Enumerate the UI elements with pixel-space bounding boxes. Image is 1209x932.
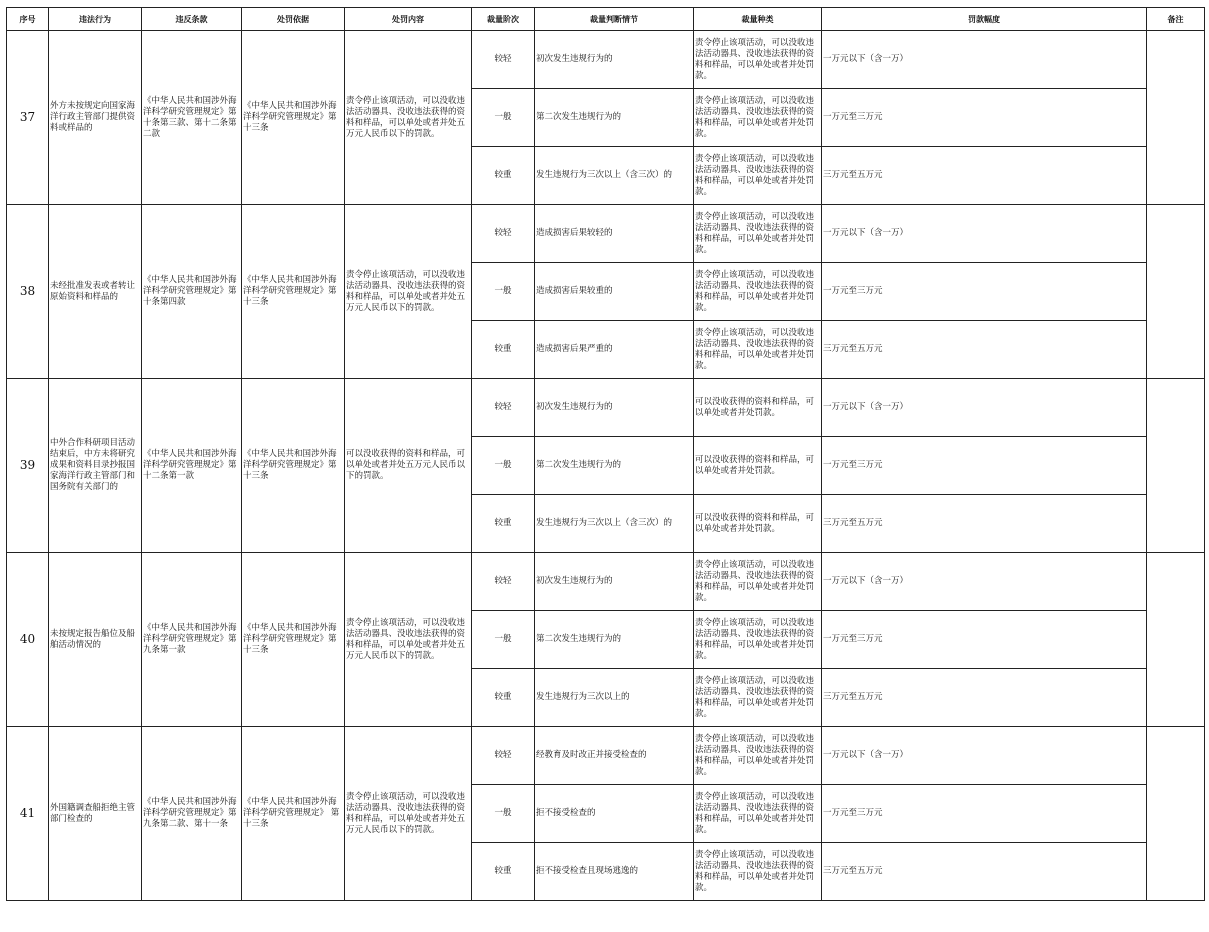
content-cell: 责令停止该项活动，可以没收违法活动器具、没收违法获得的资料和样品，可以单处或者并处五万元人民币以下的罚款。 bbox=[345, 553, 472, 727]
type-cell: 责令停止该项活动，可以没收违法活动器具、没收违法获得的资料和样品，可以单处或者并处罚款。 bbox=[694, 785, 822, 843]
note-cell bbox=[1147, 31, 1205, 205]
fine-cell: 一万元至三万元 bbox=[822, 785, 1147, 843]
circumstance-cell: 拒不接受检查且现场逃逸的 bbox=[535, 843, 694, 901]
level-cell: 较轻 bbox=[472, 553, 535, 611]
fine-cell: 三万元至五万元 bbox=[822, 321, 1147, 379]
circumstance-cell: 造成损害后果严重的 bbox=[535, 321, 694, 379]
note-cell bbox=[1147, 379, 1205, 553]
circumstance-cell: 第二次发生违规行为的 bbox=[535, 611, 694, 669]
level-cell: 较重 bbox=[472, 669, 535, 727]
level-cell: 较轻 bbox=[472, 379, 535, 437]
header-fine: 罚款幅度 bbox=[822, 8, 1147, 31]
circumstance-cell: 发生违规行为三次以上（含三次）的 bbox=[535, 147, 694, 205]
basis-cell: 《中华人民共和国涉外海洋科学研究管理规定》第十三条 bbox=[242, 553, 345, 727]
circumstance-cell: 造成损害后果较轻的 bbox=[535, 205, 694, 263]
header-note: 备注 bbox=[1147, 8, 1205, 31]
behavior-cell: 外国籍调查船拒绝主管部门检查的 bbox=[49, 727, 142, 901]
basis-cell: 《中华人民共和国涉外海洋科学研究管理规定》第十三条 bbox=[242, 31, 345, 205]
type-cell: 可以没收获得的资料和样品，可以单处或者并处罚款。 bbox=[694, 437, 822, 495]
circumstance-cell: 发生违规行为三次以上的 bbox=[535, 669, 694, 727]
level-cell: 一般 bbox=[472, 89, 535, 147]
basis-cell: 《中华人民共和国涉外海洋科学研究管理规定》第十三条 bbox=[242, 205, 345, 379]
fine-cell: 一万元至三万元 bbox=[822, 611, 1147, 669]
fine-cell: 三万元至五万元 bbox=[822, 495, 1147, 553]
header-behavior: 违法行为 bbox=[49, 8, 142, 31]
behavior-cell: 未经批准发表或者转让原始资料和样品的 bbox=[49, 205, 142, 379]
header-level: 裁量阶次 bbox=[472, 8, 535, 31]
circumstance-cell: 初次发生违规行为的 bbox=[535, 31, 694, 89]
level-cell: 一般 bbox=[472, 263, 535, 321]
type-cell: 责令停止该项活动，可以没收违法活动器具、没收违法获得的资料和样品，可以单处或者并处罚款。 bbox=[694, 553, 822, 611]
behavior-cell: 未按规定报告船位及船舶活动情况的 bbox=[49, 553, 142, 727]
level-cell: 较轻 bbox=[472, 205, 535, 263]
content-cell: 责令停止该项活动，可以没收违法活动器具、没收违法获得的资料和样品，可以单处或者并处五万元人民币以下的罚款。 bbox=[345, 31, 472, 205]
header-seq: 序号 bbox=[7, 8, 49, 31]
circumstance-cell: 经教育及时改正并接受检查的 bbox=[535, 727, 694, 785]
fine-cell: 一万元至三万元 bbox=[822, 89, 1147, 147]
circumstance-cell: 造成损害后果较重的 bbox=[535, 263, 694, 321]
type-cell: 责令停止该项活动，可以没收违法活动器具、没收违法获得的资料和样品，可以单处或者并处罚款。 bbox=[694, 669, 822, 727]
content-cell: 责令停止该项活动，可以没收违法活动器具、没收违法获得的资料和样品，可以单处或者并处五万元人民币以下的罚款。 bbox=[345, 727, 472, 901]
circumstance-cell: 初次发生违规行为的 bbox=[535, 379, 694, 437]
type-cell: 责令停止该项活动，可以没收违法活动器具、没收违法获得的资料和样品，可以单处或者并处罚款。 bbox=[694, 611, 822, 669]
table-row bbox=[7, 727, 1205, 785]
fine-cell: 一万元以下（含一万） bbox=[822, 727, 1147, 785]
clause-cell: 《中华人民共和国涉外海洋科学研究管理规定》第九条第二款、第十一条 bbox=[142, 727, 242, 901]
clause-cell: 《中华人民共和国涉外海洋科学研究管理规定》第九条第一款 bbox=[142, 553, 242, 727]
type-cell: 责令停止该项活动，可以没收违法活动器具、没收违法获得的资料和样品，可以单处或者并处罚款。 bbox=[694, 727, 822, 785]
level-cell: 较重 bbox=[472, 147, 535, 205]
table-row bbox=[7, 205, 1205, 263]
fine-cell: 三万元至五万元 bbox=[822, 147, 1147, 205]
table-row bbox=[7, 379, 1205, 437]
fine-cell: 三万元至五万元 bbox=[822, 843, 1147, 901]
type-cell: 可以没收获得的资料和样品，可以单处或者并处罚款。 bbox=[694, 495, 822, 553]
circumstance-cell: 发生违规行为三次以上（含三次）的 bbox=[535, 495, 694, 553]
level-cell: 一般 bbox=[472, 611, 535, 669]
level-cell: 较重 bbox=[472, 495, 535, 553]
level-cell: 较重 bbox=[472, 321, 535, 379]
header-basis: 处罚依据 bbox=[242, 8, 345, 31]
header-clause: 违反条款 bbox=[142, 8, 242, 31]
seq-cell: 40 bbox=[7, 553, 49, 727]
header-type: 裁量种类 bbox=[694, 8, 822, 31]
fine-cell: 一万元以下（含一万） bbox=[822, 205, 1147, 263]
content-cell: 可以没收获得的资料和样品，可以单处或者并处五万元人民币以下的罚款。 bbox=[345, 379, 472, 553]
content-cell: 责令停止该项活动，可以没收违法活动器具、没收违法获得的资料和样品，可以单处或者并处五万元人民币以下的罚款。 bbox=[345, 205, 472, 379]
level-cell: 一般 bbox=[472, 785, 535, 843]
circumstance-cell: 初次发生违规行为的 bbox=[535, 553, 694, 611]
type-cell: 责令停止该项活动，可以没收违法活动器具、没收违法获得的资料和样品，可以单处或者并处罚款。 bbox=[694, 147, 822, 205]
table-row bbox=[7, 31, 1205, 89]
table-body bbox=[7, 31, 1205, 901]
table-header-row bbox=[7, 8, 1205, 31]
header-circumstance: 裁量判断情节 bbox=[535, 8, 694, 31]
header-content: 处罚内容 bbox=[345, 8, 472, 31]
behavior-cell: 外方未按规定向国家海洋行政主管部门提供资料或样品的 bbox=[49, 31, 142, 205]
behavior-cell: 中外合作科研项目活动结束后，中方未将研究成果和资料目录抄报国家海洋行政主管部门和国务院有关部门的 bbox=[49, 379, 142, 553]
circumstance-cell: 第二次发生违规行为的 bbox=[535, 437, 694, 495]
type-cell: 责令停止该项活动，可以没收违法活动器具、没收违法获得的资料和样品，可以单处或者并处罚款。 bbox=[694, 263, 822, 321]
seq-cell: 39 bbox=[7, 379, 49, 553]
circumstance-cell: 拒不接受检查的 bbox=[535, 785, 694, 843]
clause-cell: 《中华人民共和国涉外海洋科学研究管理规定》第十二条第一款 bbox=[142, 379, 242, 553]
clause-cell: 《中华人民共和国涉外海洋科学研究管理规定》第十条第三款、第十二条第二款 bbox=[142, 31, 242, 205]
fine-cell: 一万元以下（含一万） bbox=[822, 379, 1147, 437]
note-cell bbox=[1147, 727, 1205, 901]
type-cell: 责令停止该项活动，可以没收违法活动器具、没收违法获得的资料和样品，可以单处或者并处罚款。 bbox=[694, 205, 822, 263]
note-cell bbox=[1147, 553, 1205, 727]
seq-cell: 41 bbox=[7, 727, 49, 901]
basis-cell: 《中华人民共和国涉外海洋科学研究管理规定》第十三条 bbox=[242, 379, 345, 553]
type-cell: 责令停止该项活动，可以没收违法活动器具、没收违法获得的资料和样品，可以单处或者并处罚款。 bbox=[694, 321, 822, 379]
seq-cell: 38 bbox=[7, 205, 49, 379]
fine-cell: 一万元以下（含一万） bbox=[822, 553, 1147, 611]
fine-cell: 三万元至五万元 bbox=[822, 669, 1147, 727]
type-cell: 责令停止该项活动，可以没收违法活动器具、没收违法获得的资料和样品，可以单处或者并处罚款。 bbox=[694, 31, 822, 89]
seq-cell: 37 bbox=[7, 31, 49, 205]
fine-cell: 一万元至三万元 bbox=[822, 437, 1147, 495]
penalty-discretion-table bbox=[6, 7, 1205, 901]
level-cell: 较重 bbox=[472, 843, 535, 901]
fine-cell: 一万元至三万元 bbox=[822, 263, 1147, 321]
document-page bbox=[6, 7, 1205, 901]
note-cell bbox=[1147, 205, 1205, 379]
level-cell: 一般 bbox=[472, 437, 535, 495]
type-cell: 责令停止该项活动，可以没收违法活动器具、没收违法获得的资料和样品，可以单处或者并处罚款。 bbox=[694, 843, 822, 901]
fine-cell: 一万元以下（含一万） bbox=[822, 31, 1147, 89]
basis-cell: 《中华人民共和国涉外海洋科学研究管理规定》 第十三条 bbox=[242, 727, 345, 901]
type-cell: 责令停止该项活动，可以没收违法活动器具、没收违法获得的资料和样品，可以单处或者并处罚款。 bbox=[694, 89, 822, 147]
clause-cell: 《中华人民共和国涉外海洋科学研究管理规定》第十条第四款 bbox=[142, 205, 242, 379]
type-cell: 可以没收获得的资料和样品，可以单处或者并处罚款。 bbox=[694, 379, 822, 437]
level-cell: 较轻 bbox=[472, 31, 535, 89]
table-row bbox=[7, 553, 1205, 611]
circumstance-cell: 第二次发生违规行为的 bbox=[535, 89, 694, 147]
level-cell: 较轻 bbox=[472, 727, 535, 785]
